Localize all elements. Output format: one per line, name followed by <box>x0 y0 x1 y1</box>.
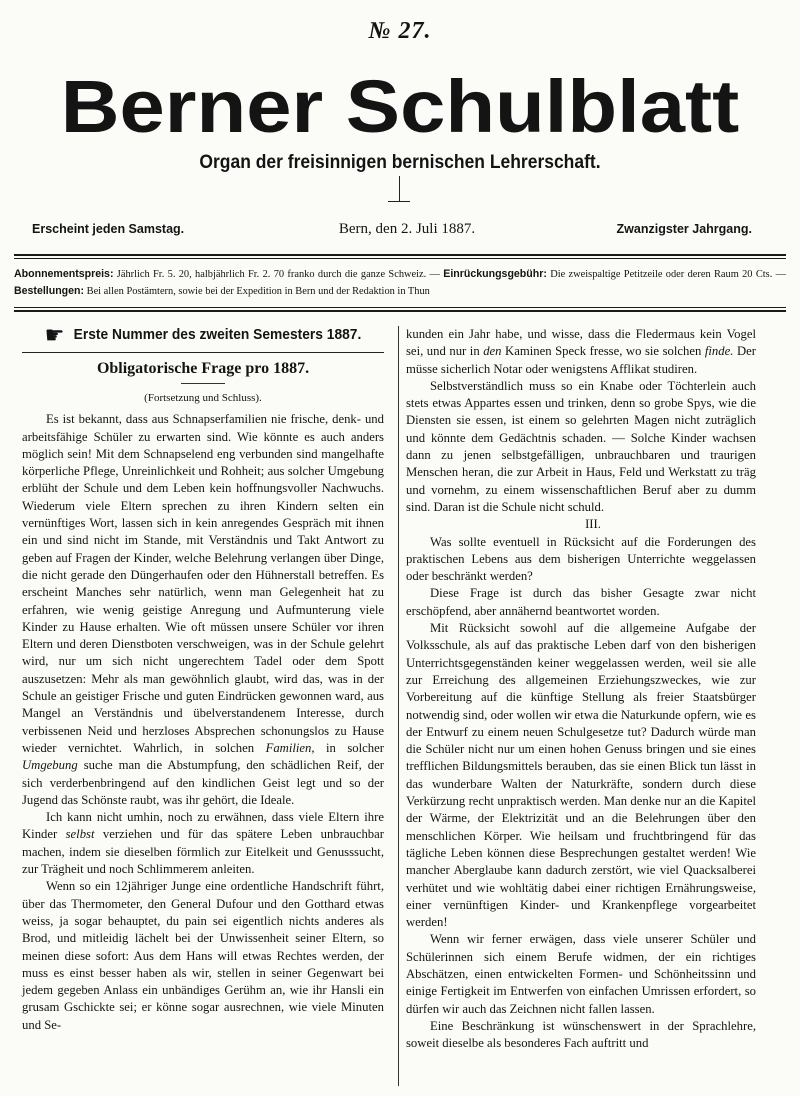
paragraph: Wenn so ein 12jähriger Junge eine ordentliche Handschrift führt, über das Thermometer, den General Dufour und den Gotthard etwas weiss, ja sogar behauptet, du pain sei eigentlich nichts anderes als Brod, und mitleidig lächelt bei der Unwissenheit seiner Eltern, so meinen diese sofort: Aus dem Hans will etwas Rechtes werden, der muss es einst besser haben als wir, stellen in seiner Gegenwart bei jedem gegeben Anlass ein unbändiges Gerühm an, wie ihr Hansli ein grusam Gschickte sei; er könne sogar ausrechnen, wie viele Minuten und Se- <box>22 879 384 1032</box>
orders-label: Bestellungen: <box>14 285 85 297</box>
paragraph: Was sollte eventuell in Rücksicht auf die Forderungen des praktischen Lebens aus dem bisherigen Unterrichte weggelassen oder beschränkt werden? <box>406 534 756 584</box>
article-title: Obligatorische Frage pro 1887. <box>96 360 310 377</box>
paragraph: Wenn wir ferner erwägen, dass viele unserer Schüler und Schülerinnen sich einem Berufe widmen, der ein richtiges Abschätzen, einen entwickelten Formen- und Schönheitssinn und einige Fertigkeit im Entwerfen von einfachen Umrissen erfordert, so dürfen wir auch das Zeichnen nicht fallen lassen. <box>406 932 756 1016</box>
subscription-rule-thick <box>14 310 786 312</box>
paragraph: Eine Beschränkung ist wünschenswert in der Sprachlehre, soweit dieselbe als besonderes Fach auftritt und <box>406 1018 756 1051</box>
top-rule-thin <box>14 258 786 259</box>
appearance-note: Erscheint jeden Samstag. <box>32 222 185 236</box>
pointing-hand-icon: ☛ <box>44 321 65 349</box>
title-rule <box>181 383 225 384</box>
semester-banner <box>36 322 369 348</box>
paragraph: Ich kann nicht umhin, noch zu erwähnen, dass viele Eltern ihre Kinder selbst verziehen und für das spätere Leben unbrauchbar machen, indem sie dieselben förmlich zur Eitelkeit und Genusssucht, zur Trägheit und noch Schlimmerem anleiten. <box>22 810 385 877</box>
continuation-note: (Fortsetzung und Schluss). <box>144 392 262 404</box>
top-rule <box>14 254 786 256</box>
price-label: Abonnementspreis: <box>14 268 114 280</box>
column-divider <box>398 326 399 1086</box>
insertion-label: Einrückungsgebühr: <box>443 268 547 280</box>
issue-number: № 27. <box>368 18 432 44</box>
publication-info <box>32 222 752 240</box>
right-column <box>406 326 756 1052</box>
subscription-rule <box>14 307 786 308</box>
masthead-subtitle: Organ der freisinnigen bernischen Lehrerschaft. <box>199 152 601 173</box>
banner-text: Erste Nummer des zweiten Semesters 1887. <box>73 326 362 344</box>
subscription-info <box>14 266 786 300</box>
price-text: Jährlich Fr. 5. 20, halbjährlich Fr. 2. 70 franko durch die ganze Schweiz. — <box>113 269 444 280</box>
insertion-text: Die zweispaltige Petitzeile oder deren Raum 20 Cts. — <box>546 269 787 280</box>
issue-date: Bern, den 2. Juli 1887. <box>338 221 476 237</box>
ornament-tick-base <box>388 201 410 202</box>
paragraph: Es ist bekannt, dass aus Schnapserfamilien nie frische, denk- und arbeitsfähige Schüler zu erwarten sind. Wie könnte es auch anders möglich sein! Mit dem Schnapselend eng verbunden sind mangelhafte körperliche Pflege, Unreinlichkeit und Rohheit; aus solcher Umgebung erblüht der Schule und dem Leben kein hoffnungsvoller Nachwuchs. Wiederum viele Eltern sprechen zu ihren Kindern selten ein vernünftiges Wort, lassen sich in kein anregendes Gespräch mit ihnen ein und sind nicht im Stande, mit Verständnis und Takt Antwort zu geben auf Fragen der Kinder, welche Belehrung verlangen über Dinge, die nicht gerade den Düngerhaufen oder den Hühnerstall betreffen. Es erscheint Manches sehr natürlich, wenn man Gelegenheit hat zu erfahren, wie wenig geistige Anregung und Aufmunterung viele Kinder zu Hause erhalten. Wie oft müssen unsere Schüler vor ihren Eltern und deren Dienstboten verschweigen, was in der Schule gelehrt wird, nur um sich nicht ungerechtem Tadel oder dem Spott auszusetzen: Mehr als man gewöhnlich glaubt, wird das, was in der Schule an geistiger Frische und guten Eindrücken gewonnen ward, aus Mangel an Verständnis und übelverstandenem Interesse, durch verbissenen Neid und herzloses Absprechen schonungslos zu Hause wieder vernichtet. Wahrlich, in solchen Familien, in solcher Umgebung suche man die Abstumpfung, den schädlichen Reif, der sich verderbenbringend auf den kindlichen Geist legt und so der Jugend das Schönste raubt, was ihr gehört, die Ideale. <box>22 412 385 807</box>
left-column <box>22 322 384 1034</box>
banner-rule <box>22 352 384 353</box>
orders-text: Bei allen Postämtern, sowie bei der Expedition in Bern und der Redaktion in Thun <box>84 286 430 297</box>
paragraph: kunden ein Jahr habe, und wisse, dass die Fledermaus kein Vogel sei, und nur in den Kaminen Speck fresse, wo sie solchen finde. Der müsse sicherlich Notar oder wenigstens Afflikat studiren. <box>406 327 756 376</box>
paragraph: Selbstverständlich muss so ein Knabe oder Töchterlein auch stets etwas Appartes essen und trinken, denn so grobe Spys, wie die Diensten sie essen, ist einem so gelehrten Magen nicht zuträglich und könnte dem Gedächtnis schaden. — Solche Kinder wachsen dann zu jenen selbstgefälligen, unbrauchbaren und traurigen Menschen heran, die zur Arbeit in Haus, Feld und Werkstatt zu träg und vornehm, zu einem wissenschaftlichen Beruf aber zu dumm sind. Daran ist die Schule nicht schuld. <box>406 378 756 514</box>
paragraph: Mit Rücksicht sowohl auf die allgemeine Aufgabe der Volksschule, als auf das praktische Leben darf von den bisherigen Unterrichtsgegenständen keiner weggelassen werden, weil sie alle zur Erreichung des allgemeinen Erziehungszweckes, wie zur Vorbereitung auf die künftige Stellung als freier Staatsbürger notwendig sind, oder wollen wir etwa die Naturkunde opfern, wie es der Entwurf zu einem neuen Schulgesetze tut? Dadurch würde man die Schüler nicht nur um einen hohen Genuss bringen und sie eines trefflichen Bildungsmittels berauben, das sie einen Blick tun lässt in das wunderbare Walten der Naturkräfte, sondern durch diese Verkürzung recht unpraktisch werden. Man denke nur an die Kapitel der Wärme, der Elektrizität und an die Belehrungen über den menschlichen Körper. Wie heilsam und fruchtbringend für das tägliche Leben können diese Besprechungen gestaltet werden! Wie mancher Aberglaube kann dadurch zerstört, wie viel Quacksalberei verhütet und wie wohltätig dabei einer richtigen Ernährungsweise, einer vernünftigen Kinder- und Krankenpflege vorgearbeitet werden! <box>406 621 756 930</box>
section-numeral: III. <box>585 517 601 532</box>
volume-note: Zwanzigster Jahrgang. <box>616 222 752 236</box>
paragraph: Diese Frage ist durch das bisher Gesagte zwar nicht erschöpfend, aber annähernd beantwortet worden. <box>406 586 756 618</box>
ornament-tick <box>399 176 400 202</box>
masthead-title: Berner Schulblatt <box>60 65 740 148</box>
